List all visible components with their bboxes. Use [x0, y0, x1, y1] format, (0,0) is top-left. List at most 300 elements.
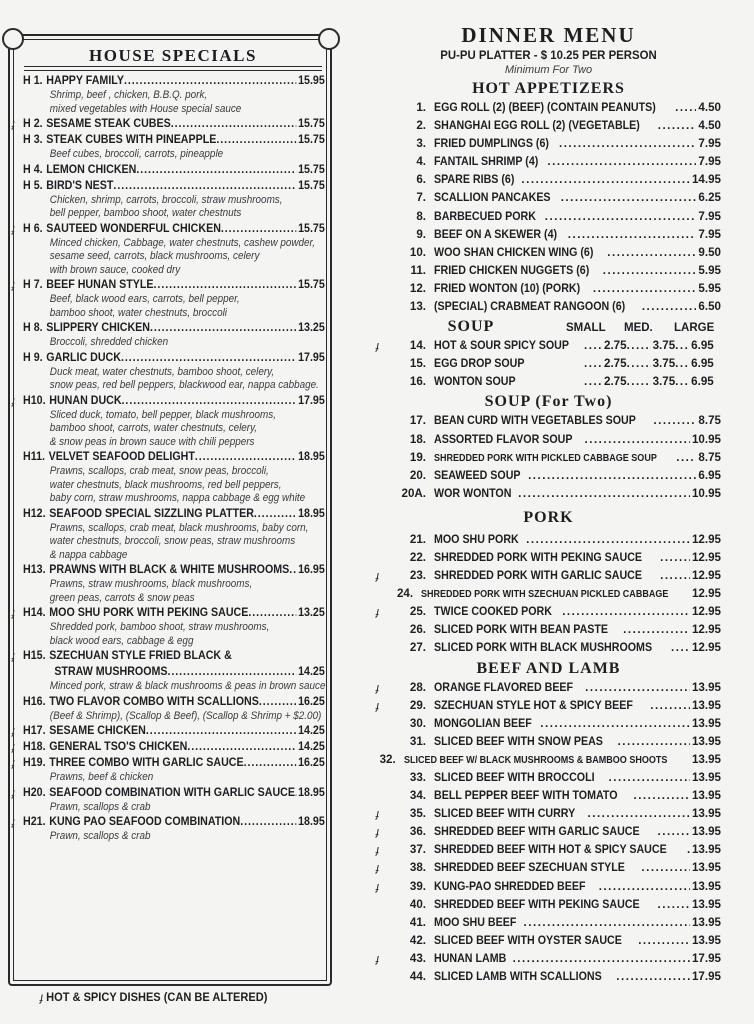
item-name: SLICED PORK WITH BEAN PASTE [434, 623, 609, 637]
item-number: 27. [409, 641, 426, 655]
section-title-soup-for-two: SOUP (For Two) [484, 393, 613, 411]
item-number: 35. [409, 807, 426, 821]
special-name: MOO SHU PORK WITH PEKING SAUCE [49, 606, 249, 619]
special-price: 18.95 [298, 785, 325, 799]
chili-pepper-icon: ɟ [376, 808, 380, 821]
chili-pepper-icon: ɟ [376, 340, 380, 353]
item-price: 7.95 [698, 227, 721, 241]
section-title-hot-appetizers: HOT APPETIZERS [472, 80, 625, 97]
special-description: Sliced duck, tomato, bell pepper, black mushrooms, [49, 408, 276, 421]
item-number: 25. [409, 605, 426, 619]
menu-item [376, 226, 721, 244]
chili-pepper-icon: ɟ [12, 118, 15, 130]
item-number: 10. [409, 245, 426, 259]
item-number: 22. [409, 550, 426, 564]
item-number: 3. [416, 137, 426, 151]
special-price: 15.75 [298, 117, 325, 130]
leader-dots [638, 932, 690, 950]
item-number: 19. [409, 450, 426, 464]
item-price: 7.95 [698, 155, 721, 169]
menu-item [376, 787, 721, 805]
item-price: 8.75 [698, 450, 721, 464]
item-price: 12.95 [691, 569, 721, 583]
item-number: 18. [409, 432, 426, 446]
item-name: TWICE COOKED PORK [434, 605, 552, 619]
dinner-menu-title: DINNER MENU [461, 23, 636, 47]
item-number: 28. [409, 680, 426, 694]
special-description: snow peas, red bell peppers, blackwood ear, nappa cabbage. [49, 379, 319, 391]
special-name: PRAWNS WITH BLACK & WHITE MUSHROOMS [49, 563, 290, 576]
special-name: HUNAN DUCK [49, 393, 122, 407]
special-code: H17. [23, 724, 46, 737]
chili-pepper-icon: ɟ [376, 606, 380, 619]
menu-item [376, 298, 721, 316]
leader-dots [675, 99, 696, 117]
special-price: 18.95 [298, 450, 325, 463]
special-item [12, 648, 325, 664]
special-price: 13.25 [298, 606, 325, 619]
special-code: H 3. [23, 133, 43, 146]
menu-item [376, 549, 721, 567]
beef-and-lamb-list [376, 679, 721, 987]
house-specials-list [12, 73, 328, 844]
special-description: Shrimp, beef , chicken, B.B.Q. pork, [49, 89, 208, 101]
leader-dots [585, 679, 690, 697]
item-price-large: 6.95 [691, 339, 714, 353]
item-price: 13.95 [691, 734, 721, 748]
house-specials-title: HOUSE SPECIALS [89, 46, 257, 65]
item-name: ASSORTED FLAVOR SOUP [434, 432, 573, 446]
special-price: 15.75 [298, 133, 325, 146]
leader-dots [526, 531, 690, 549]
item-number: 32. [379, 752, 396, 766]
leader-dots [248, 605, 296, 621]
special-name: SAUTEED WONDERFUL CHICKEN [46, 221, 221, 235]
item-name: HOT & SOUR SPICY SOUP [434, 339, 569, 353]
soup-size-small: SMALL [566, 322, 606, 335]
item-price: 13.95 [691, 861, 721, 875]
item-name: FRIED WONTON (10) (PORK) [434, 281, 581, 295]
special-name: STRAW MUSHROOMS [54, 665, 168, 678]
special-item [12, 320, 325, 336]
item-number: 13. [409, 300, 426, 314]
special-description: Broccoli, shredded chicken [49, 336, 169, 348]
special-price: 17.95 [298, 350, 325, 364]
item-price: 10.95 [691, 432, 721, 446]
leader-dots [627, 373, 651, 391]
menu-item [376, 244, 721, 262]
item-price: 14.95 [691, 173, 721, 187]
leader-dots [607, 244, 696, 262]
menu-item [376, 171, 721, 189]
item-price: 13.95 [691, 843, 721, 857]
item-name: EGG DROP SOUP [434, 357, 525, 371]
special-price: 14.25 [298, 665, 325, 678]
leader-dots [618, 733, 690, 751]
item-number: 41. [409, 915, 426, 929]
frame-ornament [318, 28, 340, 50]
item-price: 13.95 [691, 789, 721, 803]
special-item [12, 277, 325, 293]
special-price: 14.25 [298, 724, 325, 737]
spicy-legend [40, 990, 267, 1004]
leader-dots [221, 221, 296, 237]
menu-item [376, 135, 721, 153]
item-number: 29. [409, 698, 426, 712]
special-item [12, 132, 325, 148]
leader-dots [671, 639, 690, 657]
menu-item [376, 639, 721, 657]
special-description: Prawn, scallops & crab [49, 800, 151, 813]
leader-dots [633, 787, 690, 805]
menu-item [376, 769, 721, 787]
special-name: SEAFOOD COMBINATION WITH GARLIC SAUCE [49, 785, 295, 799]
item-name: EGG ROLL (2) (BEEF) (CONTAIN PEANUTS) [434, 101, 656, 114]
leader-dots [154, 277, 297, 293]
leader-dots [593, 280, 697, 298]
item-name: KUNG-PAO SHREDDED BEEF [434, 879, 586, 893]
menu-item [376, 896, 721, 914]
item-number: 40. [409, 897, 426, 911]
item-price: 6.95 [698, 468, 721, 482]
item-name: SHREDDED PORK WITH SZECHUAN PICKLED CABBAGE [421, 589, 669, 601]
menu-item [376, 932, 721, 950]
item-name: SCALLION PANCAKES [434, 191, 551, 205]
menu-item [376, 373, 721, 391]
item-price: 12.95 [691, 641, 721, 655]
item-name: SLICED BEEF WITH BROCCOLI [434, 771, 595, 784]
item-number: 15. [409, 357, 426, 371]
leader-dots [244, 755, 297, 771]
item-number: 42. [409, 933, 426, 947]
item-number: 14. [409, 339, 426, 353]
section-title-beef-and-lamb: BEEF AND LAMB [476, 659, 621, 677]
menu-item [376, 715, 721, 733]
special-price: 13.25 [298, 321, 325, 334]
leader-dots [521, 171, 690, 189]
spicy-legend-text: HOT & SPICY DISHES (CAN BE ALTERED) [46, 990, 268, 1004]
special-item [12, 449, 325, 465]
item-price: 7.95 [698, 137, 721, 151]
special-description: Shredded pork, bamboo shoot, straw mushrooms, [49, 621, 270, 633]
leader-dots [122, 393, 297, 409]
special-name: SESAME CHICKEN [49, 724, 146, 737]
special-name: HAPPY FAMILY [46, 74, 124, 87]
frame-ornament [2, 28, 24, 50]
special-price: 15.95 [298, 74, 325, 87]
special-name: TWO FLAVOR COMBO WITH SCALLIONS [49, 694, 259, 708]
special-code: H19. [23, 756, 46, 769]
item-name: BEEF ON A SKEWER (4) [434, 227, 558, 241]
special-price: 14.25 [298, 740, 325, 753]
item-price: 17.95 [691, 951, 721, 965]
item-number: 16. [409, 375, 426, 389]
special-price: 18.95 [298, 815, 325, 828]
special-description: Beef cubes, broccoli, carrots, pineapple [49, 148, 224, 160]
pupu-platter-line: PU-PU PLATTER - $ 10.25 PER PERSON [440, 48, 657, 62]
item-name: MONGOLIAN BEEF [434, 716, 532, 730]
special-description: & nappa cabbage [49, 548, 128, 561]
leader-dots [642, 298, 697, 316]
leader-dots [240, 814, 296, 830]
leader-dots [168, 664, 297, 680]
chili-pepper-icon: ɟ [12, 725, 15, 737]
item-number: 30. [409, 716, 426, 730]
item-number: 23. [409, 569, 426, 583]
special-code: H13. [23, 563, 46, 576]
chili-pepper-icon: ɟ [376, 681, 380, 694]
leader-dots [216, 132, 296, 148]
special-name: SEAFOOD SPECIAL SIZZLING PLATTER [49, 506, 254, 520]
item-name: FRIED CHICKEN NUGGETS (6) [434, 263, 590, 277]
special-item [12, 178, 325, 194]
item-number: 20A. [401, 486, 426, 500]
item-number: 4. [416, 155, 426, 169]
item-price-med: 3.75 [652, 339, 676, 353]
special-description: Prawns, scallops, crab meat, snow peas, broccoli, [49, 465, 269, 477]
menu-item [376, 337, 721, 355]
leader-dots [113, 178, 296, 194]
leader-dots [623, 621, 690, 639]
item-price-med: 3.75 [652, 375, 676, 389]
leader-dots [658, 896, 690, 914]
leader-dots [616, 968, 690, 986]
special-price: 15.75 [298, 162, 325, 176]
item-number: 6. [416, 173, 426, 187]
item-name: SZECHUAN STYLE HOT & SPICY BEEF [434, 698, 633, 712]
item-price: 17.95 [691, 970, 721, 984]
item-name: BELL PEPPER BEEF WITH TOMATO [434, 789, 618, 803]
menu-item [376, 841, 721, 859]
item-name: (SPECIAL) CRABMEAT RANGOON (6) [434, 300, 626, 314]
pork-list [376, 531, 721, 658]
special-name: GENERAL TSO'S CHICKEN [49, 740, 188, 753]
special-price: 18.95 [298, 506, 325, 520]
leader-dots [627, 355, 651, 373]
item-name: HUNAN LAMB [434, 951, 507, 965]
item-price-large: 6.95 [691, 357, 714, 371]
leader-dots [561, 189, 697, 207]
item-name: SHREDDED BEEF SZECHUAN STYLE [434, 861, 625, 875]
chili-pepper-icon: ɟ [376, 826, 380, 839]
item-number: 21. [409, 532, 426, 546]
special-description: bamboo shoot, water chestnuts, broccoli [49, 306, 228, 319]
special-description: with brown sauce, cooked dry [49, 263, 181, 276]
menu-item [376, 531, 721, 549]
special-price: 15.75 [298, 178, 325, 192]
item-price-small: 2.75 [604, 357, 627, 371]
item-number: 38. [409, 861, 426, 875]
special-item [12, 739, 325, 755]
special-name: GARLIC DUCK [46, 350, 121, 364]
chili-pepper-icon: ɟ [376, 952, 380, 965]
special-description: Chicken, shrimp, carrots, broccoli, straw mushrooms, [49, 193, 283, 206]
item-name: BARBECUED PORK [434, 209, 536, 223]
leader-dots [124, 73, 296, 89]
chili-pepper-icon: ɟ [12, 279, 15, 291]
item-price: 6.50 [698, 300, 721, 314]
special-code: H10. [23, 393, 46, 407]
leader-dots [562, 603, 690, 621]
leader-dots [627, 337, 651, 355]
menu-item [376, 679, 721, 697]
leader-dots [289, 562, 296, 578]
soup-list [376, 337, 721, 391]
special-code: H 5. [23, 178, 43, 192]
special-code: H 2. [23, 117, 43, 130]
soup-size-med: MED. [624, 322, 653, 335]
special-description: green peas, carrots & snow peas [49, 591, 195, 604]
item-number: 2. [416, 119, 426, 133]
menu-item [376, 189, 721, 207]
special-code: H12. [23, 506, 46, 520]
leader-dots [675, 337, 689, 355]
item-number: 20. [409, 468, 426, 482]
special-description: & snow peas in brown sauce with chili peppers [49, 435, 255, 448]
menu-item [376, 585, 721, 603]
divider [24, 66, 322, 67]
chili-pepper-icon: ɟ [40, 990, 44, 1004]
item-number: 11. [410, 263, 426, 277]
special-price: 16.25 [298, 694, 325, 708]
chili-pepper-icon: ɟ [376, 570, 380, 583]
menu-item [376, 280, 721, 298]
special-code: H11. [23, 450, 45, 463]
leader-dots [660, 549, 690, 567]
special-description: Prawns, beef & chicken [49, 771, 154, 783]
item-price: 13.95 [691, 680, 721, 694]
special-code: H16. [23, 694, 46, 708]
item-number: 33. [409, 771, 426, 784]
item-price: 5.95 [698, 263, 721, 277]
leader-dots [588, 805, 690, 823]
item-name: WONTON SOUP [434, 375, 516, 389]
item-name: SHREDDED BEEF WITH PEKING SAUCE [434, 897, 640, 911]
special-description: water chestnuts, black mushrooms, red bell peppers, [49, 478, 282, 491]
special-name: SLIPPERY CHICKEN [46, 321, 151, 334]
leader-dots [171, 116, 297, 132]
special-item [12, 506, 325, 522]
item-price: 13.95 [691, 897, 721, 911]
menu-item [376, 823, 721, 841]
chili-pepper-icon: ɟ [376, 880, 380, 893]
leader-dots [584, 373, 602, 391]
leader-dots [658, 823, 690, 841]
item-price: 10.95 [691, 486, 721, 500]
special-name: KUNG PAO SEAFOOD COMBINATION [49, 815, 241, 828]
leader-dots [676, 449, 696, 467]
special-name: BEEF HUNAN STYLE [46, 278, 154, 291]
menu-item [376, 914, 721, 932]
item-price: 13.95 [691, 698, 721, 712]
special-description: bell pepper, bamboo shoot, water chestnuts [49, 207, 242, 219]
item-name: SLICED BEEF WITH OYSTER SAUCE [434, 933, 622, 947]
item-name: MOO SHU PORK [434, 532, 519, 546]
chili-pepper-icon: ɟ [376, 844, 380, 857]
menu-item [376, 751, 721, 769]
special-description: Prawn, scallops & crab [49, 830, 151, 842]
menu-item [376, 208, 721, 226]
leader-dots [528, 467, 696, 485]
special-item [12, 664, 325, 680]
special-code: H20. [23, 785, 46, 799]
special-code: H15. [23, 649, 46, 662]
item-name: WOR WONTON [434, 486, 512, 500]
item-name: SLICED BEEF WITH SNOW PEAS [434, 734, 603, 748]
special-name: VELVET SEAFOOD DELIGHT [48, 450, 195, 463]
section-title-pork: PORK [523, 508, 574, 526]
leader-dots [547, 153, 696, 171]
item-name: SHREDDED BEEF WITH HOT & SPICY SAUCE [434, 843, 667, 857]
item-price-small: 2.75 [604, 339, 627, 353]
chili-pepper-icon: ɟ [12, 607, 15, 619]
item-price: 13.95 [691, 825, 721, 839]
menu-item [376, 449, 721, 467]
chili-pepper-icon: ɟ [12, 222, 15, 235]
item-price-med: 3.75 [652, 357, 676, 371]
item-name: FANTAIL SHRIMP (4) [434, 155, 539, 169]
leader-dots [513, 950, 690, 968]
special-code: H 6. [23, 221, 43, 235]
chili-pepper-icon: ɟ [12, 741, 15, 753]
special-code: H14. [23, 606, 46, 619]
special-item [12, 562, 325, 578]
divider [24, 70, 322, 71]
special-item [12, 785, 325, 801]
special-item [12, 755, 325, 771]
item-price: 8.75 [698, 414, 721, 428]
special-item [12, 605, 325, 621]
item-price: 4.50 [698, 101, 721, 114]
leader-dots [195, 449, 296, 465]
special-item [12, 73, 325, 89]
leader-dots [675, 373, 689, 391]
item-price: 12.95 [691, 550, 721, 564]
item-name: SLICED BEEF WITH CURRY [434, 807, 576, 821]
menu-item [376, 153, 721, 171]
special-price: 16.95 [298, 563, 325, 576]
leader-dots [658, 117, 697, 135]
soup-header [376, 316, 721, 337]
item-name: ORANGE FLAVORED BEEF [434, 680, 574, 694]
menu-item [376, 603, 721, 621]
menu-item [376, 805, 721, 823]
item-number: 1. [416, 101, 426, 114]
item-price: 13.95 [691, 771, 721, 784]
special-description: mixed vegetables with House special sauce [49, 102, 242, 115]
special-description: water chestnuts, broccoli, snow peas, straw mushrooms [49, 535, 296, 547]
special-item [12, 221, 325, 237]
leader-dots [641, 859, 690, 877]
item-price: 13.95 [691, 933, 721, 947]
item-number: 9. [416, 227, 426, 241]
item-name: SLICED LAMB WITH SCALLIONS [434, 970, 602, 984]
leader-dots [524, 914, 690, 932]
special-item [12, 162, 325, 178]
section-title-soup: SOUP [447, 318, 495, 336]
item-name: SHREDDED PORK WITH PEKING SAUCE [434, 550, 643, 564]
item-number: 44. [409, 970, 426, 984]
item-name: SHREDDED BEEF WITH GARLIC SAUCE [434, 825, 640, 839]
leader-dots [653, 412, 696, 430]
item-price: 12.95 [691, 605, 721, 619]
menu-item [376, 697, 721, 715]
special-name: SESAME STEAK CUBES [46, 117, 171, 130]
leader-dots [518, 485, 690, 503]
item-price-small: 2.75 [604, 375, 627, 389]
special-code: H 9. [23, 350, 43, 364]
item-number: 24. [396, 587, 414, 601]
